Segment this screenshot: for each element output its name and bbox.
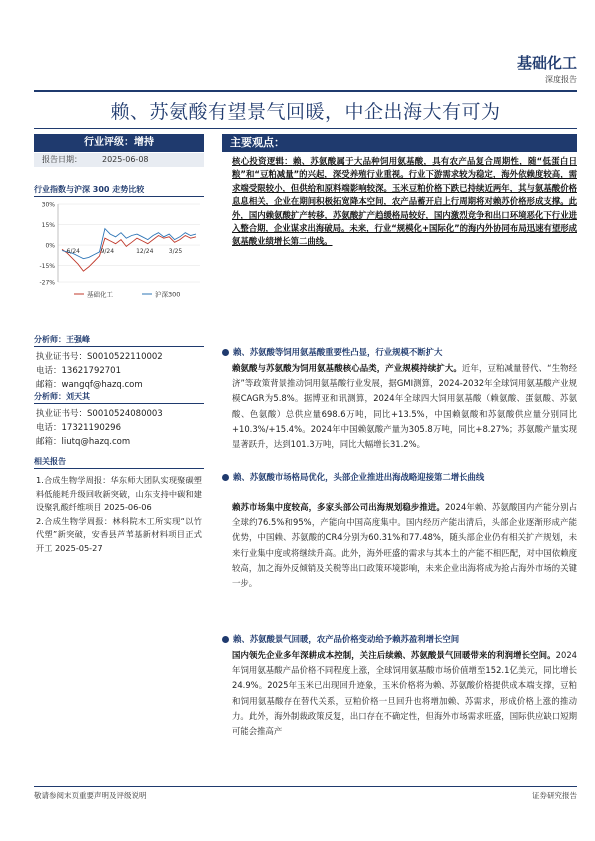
analyst-2-divider [34, 403, 204, 404]
footer-divider [34, 786, 577, 787]
section-3-heading: 赖、苏氨酸景气回暖，农产品价格变动给予赖苏盈利增长空间 [222, 633, 577, 646]
report-date-value: 2025-06-08 [102, 155, 149, 164]
thesis-label: 核心投资逻辑： [232, 156, 293, 166]
report-date [34, 153, 204, 167]
analyst-2-cert: 执业证书号：S0010524080003 [36, 409, 163, 419]
analyst-1-title: 分析师：王强峰 [34, 335, 90, 344]
section-2-body: 赖苏市场集中度较高，多家头部公司出海规划稳步推进。2024年赖、苏氨酸国内产能分别占全球约76.5%和95%，产能向中国高度集中。国内经历产能出清后，头部企业逐渐形成产能优势，中国赖、苏氨酸的CR4分别为60.31%和77.48%，随头部企业仍有相关扩产规划，未来行业集中度或将继续升高。此外，海外旺盛的需求与其本土的产能不相匹配，对中国依赖度较高，加之海外反倾销及关税等出口政策环境影响，未来企业出海将成为抢占海外市场的关键一步。 [232, 502, 577, 589]
report-date-label: 报告日期： [42, 155, 82, 164]
y-tick-label: 30% [41, 201, 55, 209]
y-tick-label: 15% [41, 222, 55, 230]
related-report-item[interactable]: 2.合成生物学周报：林科院木工所实现“以竹代塑”新突破，安香县芦苇基新材料项目正式开工 2025-05-27 [36, 515, 202, 553]
analyst-1-cert: 执业证书号：S0010522110002 [36, 352, 163, 362]
y-tick-label: 0% [45, 242, 55, 250]
analyst-2-phone: 电话：17321190296 [36, 423, 122, 433]
analyst-1-divider [34, 346, 204, 347]
analyst-1-email[interactable]: 邮箱：wangqf@hazq.com [36, 380, 143, 390]
chart-title-divider [34, 196, 204, 197]
industry-title: 基础化工 [516, 54, 577, 72]
section-1-body: 赖氨酸与苏氨酸为饲用氨基酸核心品类，产业规模持续扩大。近年，豆粕减量替代、“生物经济”等政策背景推动饲用氨基酸行业发展，据GMI测算，2024-2032年全球饲用氨基酸产业规模CAGR为5.8%。据博亚和讯测算，2024年全球四大饲用氨基酸（赖氨酸、蛋氨酸、苏氨酸、色氨酸）总供应量698.6万吨，同比+13.5%，中国赖氨酸和苏氨酸供应量分别同比+10.3%/+15.4%。2024年中国赖氨酸产量为305.8万吨，同比+8.27%；苏氨酸产量实现显著跃升，达到101.3万吨，同比大幅增长31.2%。 [232, 363, 578, 450]
report-title: 赖、苏氨酸有望景气回暖，中企出海大有可为 [110, 101, 501, 123]
report-type: 深度报告 [545, 75, 577, 84]
section-2-heading: 赖、苏氨酸市场格局优化，头部企业推进出海战略迎接第二增长曲线 [222, 471, 577, 484]
chart-section-title: 行业指数与沪深 300 走势比较 [34, 185, 145, 194]
bullet-icon [222, 349, 229, 356]
related-report-item[interactable]: 1.合成生物学周报：华东师大团队实现聚碳塑料低能耗升级回收新突破，山东支持中碳和建设聚乳酸纤维项目 2025-06-06 [36, 475, 202, 512]
x-tick-label: 12/24 [136, 248, 154, 256]
analyst-2-title: 分析师：刘天其 [34, 392, 90, 401]
footer-disclaimer[interactable]: 敬请参阅末页重要声明及评级说明 [34, 791, 147, 800]
analyst-2-email[interactable]: 邮箱：liutq@hazq.com [36, 437, 131, 447]
x-tick-label: 6/24 [66, 248, 81, 256]
x-tick-label: 3/25 [168, 248, 183, 256]
industry-rating: 行业评级：增持 [34, 134, 204, 152]
core-investment-thesis [232, 155, 577, 249]
footer-report-type: 证券研究报告 [532, 791, 577, 800]
index-comparison-chart [34, 198, 204, 300]
legend-label: 基础化工 [87, 290, 113, 299]
analyst-1-phone: 电话：13621792701 [36, 366, 122, 376]
y-tick-label: -15% [39, 263, 55, 271]
y-tick-label: -27% [39, 279, 55, 287]
section-1-heading: 赖、苏氨酸等饲用氨基酸重要性凸显，行业规模不断扩大 [222, 346, 577, 359]
main-points-title: 主要观点： [222, 134, 577, 152]
related-reports-list [36, 474, 202, 555]
legend-label: 沪深300 [155, 290, 181, 299]
bullet-icon [222, 636, 229, 643]
related-reports-divider [34, 468, 204, 469]
section-3-body: 国内领先企业多年深耕成本控制，关注后续赖、苏氨酸景气回暖带来的利润增长空间。2024年饲用氨基酸产品价格不同程度上涨，全球饲用氨基酸市场价值增至152.1亿美元，同比增长24.9%。2025年玉米已出现回升迹象，玉米价格将为赖、苏氨酸价格提供成本端支撑，豆粕和饲用氨基酸存在替代关系，豆粕价格一旦回升也将增加赖、苏需求，形成价格上涨的推动力。此外，海外制裁政策反复，出口存在不确定性，但海外市场需求旺盛，国际供应缺口短期可能会推高产 [232, 650, 577, 737]
header-divider [34, 90, 577, 92]
bullet-icon [222, 474, 229, 481]
x-tick-label: 9/24 [100, 248, 115, 256]
thesis-text: 赖、苏氨酸属于大品种饲用氨基酸，具有农产品复合周期性，随“低蛋白日粮”和“豆粕减量”的兴起，深受养殖行业重视。行业下游需求较为稳定，海外依赖度较高，需求端受限较小，但供给和原料端影响较深。玉米豆粕价格下跌已持续近两年，其与氨基酸价格息息相关，企业在期间积极拓宽降本空间，农产品蓄开启上行周期将对赖苏价格形成支撑。此外，国内赖氨酸扩产转移，苏氨酸扩产趋缓格局较好，国内激烈竞争和出口环境恶化下行业进入整合期，企业谋求出海破局。未来，行业“规模化+国际化”的海内外协同布局迅速有望形成氨基酸业绩增长第二曲线。 [232, 156, 577, 247]
related-reports-title: 相关报告 [34, 457, 66, 466]
title-divider [34, 128, 577, 129]
